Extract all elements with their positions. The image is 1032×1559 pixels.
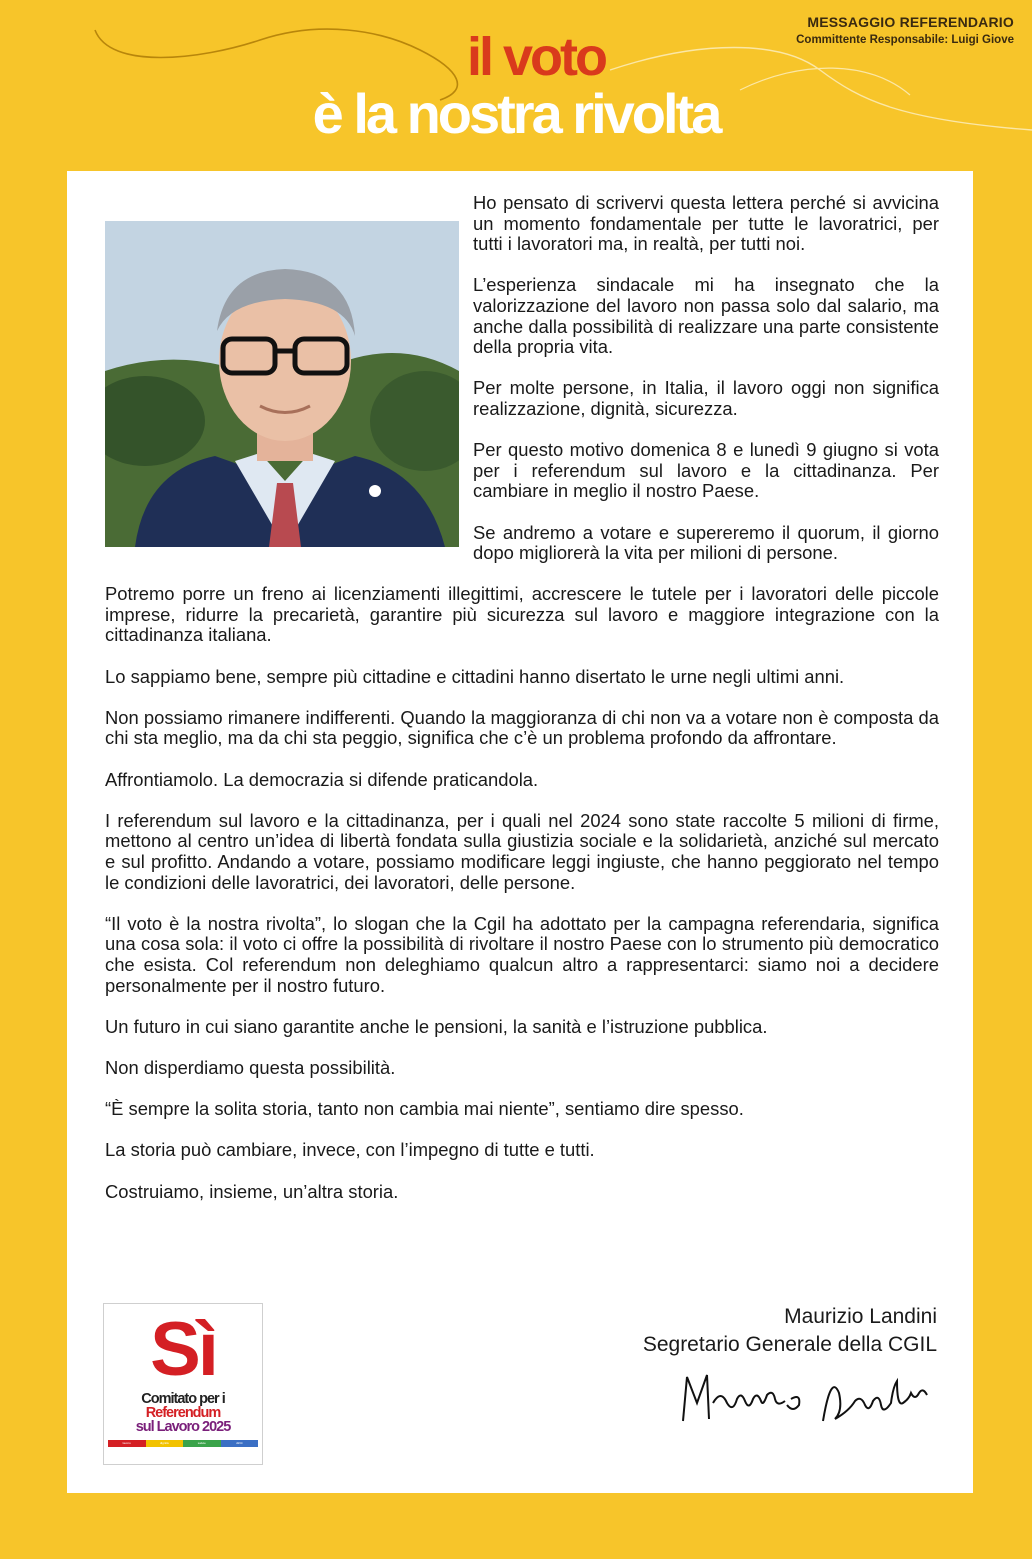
handwritten-signature (673, 1363, 943, 1433)
paragraph: Potremo porre un freno ai licenziamenti illegittimi, accrescere le tutele per i lavoratori delle piccole imprese, ridurre la precarietà, garantire più sicurezza sul lavoro e maggiore integrazione con la cittadinanza italiana. (105, 583, 939, 646)
paragraph: Affrontiamolo. La democrazia si difende praticandola. (105, 768, 539, 790)
logo-line-2: Referendum (145, 1405, 221, 1421)
portrait-photo (105, 221, 459, 547)
signer-role: Segretario Generale della CGIL (642, 1333, 937, 1356)
portrait-illustration (105, 221, 459, 547)
signature-block (643, 1303, 937, 1359)
referendum-logo (103, 1303, 263, 1465)
paragraph: Costruiamo, insieme, un’altra storia. (105, 1180, 399, 1202)
stripe-segment: diritti (221, 1440, 259, 1447)
logo-line-3: sul Lavoro 2025 (135, 1419, 231, 1435)
logo-color-stripe (108, 1440, 258, 1447)
paragraph: Un futuro in cui siano garantite anche le pensioni, la sanità e l’istruzione pubblica. (105, 1015, 768, 1037)
paragraph: Se andremo a votare e supereremo il quorum, il giorno dopo migliorerà la vita per milioni di persone. (473, 521, 939, 564)
paragraph: I referendum sul lavoro e la cittadinanza, per i quali nel 2024 sono state raccolte 5 milioni di firme, mettono al centro un’idea di libertà fondata sulla giustizia sociale e la solidarietà, anziché sul mercato e sul profitto. Andando a votare, possiamo modificare leggi ingiuste, che hanno peggiorato nel tempo le condizioni delle lavoratrici, dei lavoratori, delle persone. (105, 809, 939, 893)
title-line-2: è la nostra rivolta (312, 82, 720, 145)
signer-name: Maurizio Landini (784, 1305, 937, 1328)
paragraph: Non possiamo rimanere indifferenti. Quando la maggioranza di chi non va a votare non è composta da chi sta meglio, ma da chi sta peggio, significa che c’è un problema profondo da affrontare. (105, 706, 939, 749)
committente-label: Committente Responsabile: Luigi Giove (796, 34, 1014, 46)
paragraph: “Il voto è la nostra rivolta”, lo slogan che la Cgil ha adottato per la campagna referendaria, significa una cosa sola: il voto ci offre la possibilità di rivoltare il nostro Paese con lo strumento più democratico che esista. Col referendum non deleghiamo qualcun altro a rappresentarci: siamo noi a decidere personalmente per il nostro futuro. (105, 912, 939, 996)
paragraph: La storia può cambiare, invece, con l’impegno di tutte e tutti. (105, 1139, 595, 1161)
paragraph: L’esperienza sindacale mi ha insegnato che la valorizzazione del lavoro non passa solo dal salario, ma anche dalla possibilità di realizzare una parte consistente della propria vita. (473, 274, 939, 358)
paragraph: Lo sappiamo bene, sempre più cittadine e cittadini hanno disertato le urne negli ultimi anni. (105, 665, 845, 687)
paragraph: “È sempre la solita storia, tanto non cambia mai niente”, sentiamo dire spesso. (105, 1098, 744, 1120)
logo-si: Sì (150, 1307, 216, 1392)
paragraph: Per molte persone, in Italia, il lavoro oggi non significa realizzazione, dignità, sicurezza. (473, 377, 939, 419)
logo-line-1: Comitato per i (141, 1391, 225, 1407)
paragraph: Non disperdiamo questa possibilità. (105, 1056, 396, 1078)
message-kind: MESSAGGIO REFERENDARIO (807, 14, 1014, 30)
page-title (0, 27, 1032, 145)
letter-card (67, 171, 973, 1493)
title-line-1: il voto (467, 27, 605, 87)
stripe-segment: dignità (146, 1440, 184, 1447)
paragraph: Ho pensato di scrivervi questa lettera perché si avvicina un momento fondamentale per tutte le lavoratrici, per tutti i lavoratori ma, in realtà, per tutti noi. (473, 192, 939, 255)
paragraph: Per questo motivo domenica 8 e lunedì 9 giugno si vota per i referendum sul lavoro e la cittadinanza. Per cambiare in meglio il nostro Paese. (473, 439, 939, 502)
stripe-segment: lavoro (108, 1440, 146, 1447)
stripe-segment: salute (183, 1440, 221, 1447)
